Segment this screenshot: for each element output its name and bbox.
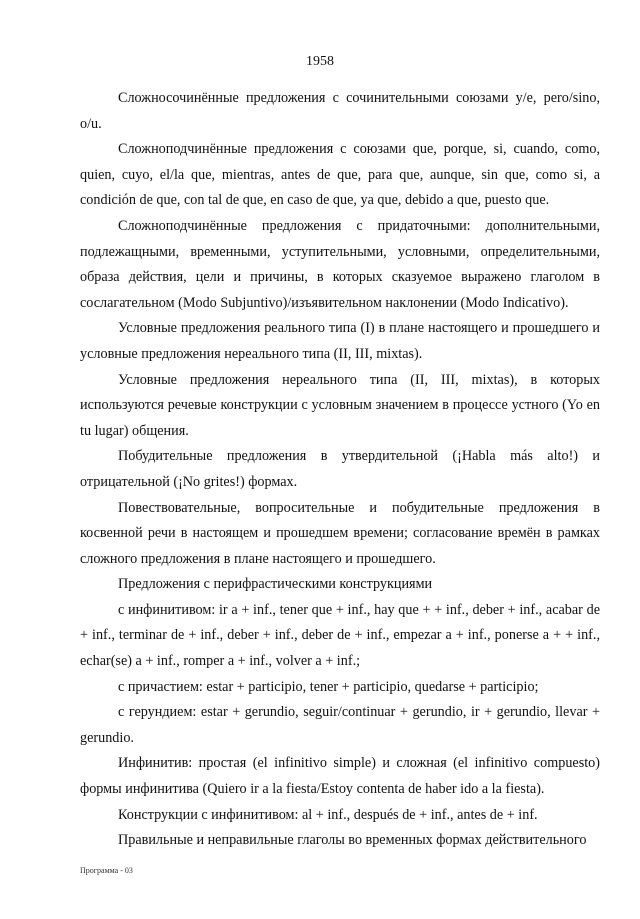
paragraph-infinitive-constructions: с инфинитивом: ir a + inf., tener que + inf., hay que + + inf., deber + inf., acabar de + inf., terminar de + inf., deber + inf., deber de + inf., empezar a + inf., ponerse a + + inf., echar(se) a + inf., romper a + inf., volver a + inf.;	[80, 601, 600, 670]
paragraph-subordinate-clauses: Сложноподчинённые предложения с придаточными: дополнительными, подлежащными, временными, уступительными, условными, определительными, образа действия, цели и причины, в которых сказуемое выражено глаголом в сослагательном (Modo Subjuntivo)/изъявительном наклонении (Modo Indicativo).	[80, 217, 600, 311]
page-number: 1958	[306, 54, 334, 69]
paragraph-regular-irregular-verbs: Правильные и неправильные глаголы во временных формах действительного	[118, 832, 587, 849]
paragraph-real-conditionals: Условные предложения реального типа (I) в плане настоящего и прошедшего и условные предложения нереального типа (II, III, mixtas).	[80, 320, 600, 362]
paragraph-periphrastic-heading: Предложения с перифрастическими конструкциями	[118, 576, 433, 593]
paragraph-reported-speech: Повествовательные, вопросительные и побудительные предложения в косвенной речи в настоящем и прошедшем времени; согласование времён в рамках сложного предложения в плане настоящего и прошедшего.	[80, 499, 600, 567]
paragraph-compound-sentences: Сложносочинённые предложения с сочинительными союзами y/e, pero/sino, o/u.	[80, 90, 600, 132]
footer-label: Программа - 03	[80, 866, 133, 875]
paragraph-imperative-sentences: Побудительные предложения в утвердительной (¡Habla más alto!) и отрицательной (¡No grites!) формах.	[80, 448, 600, 490]
paragraph-infinitive-phrases: Конструкции с инфинитивом: al + inf., después de + inf., antes de + inf.	[118, 806, 538, 823]
paragraph-participle-constructions: с причастием: estar + participio, tener + participio, quedarse + participio;	[118, 678, 539, 695]
document-body	[80, 86, 600, 854]
paragraph-unreal-conditionals: Условные предложения нереального типа (II, III, mixtas), в которых используются речевые конструкции с условным значением в процессе устного (Yo en tu lugar) общения.	[80, 371, 600, 439]
paragraph-complex-sentences-conjunctions: Сложноподчинённые предложения с союзами que, porque, si, cuando, como, quien, cuyo, el/la que, mientras, antes de que, para que, aunque, sin que, como si, a condición de que, con tal de que, en caso de que, ya que, debido a que, puesto que.	[80, 141, 600, 209]
paragraph-infinitive-forms: Инфинитив: простая (el infinitivo simple) и сложная (el infinitivo compuesto) формы инфинитива (Quiero ir a la fiesta/Estoy contenta de haber ido a la fiesta).	[80, 755, 600, 798]
paragraph-gerund-constructions: с герундием: estar + gerundio, seguir/continuar + gerundio, ir + gerundio, llevar + gerundio.	[80, 704, 600, 746]
